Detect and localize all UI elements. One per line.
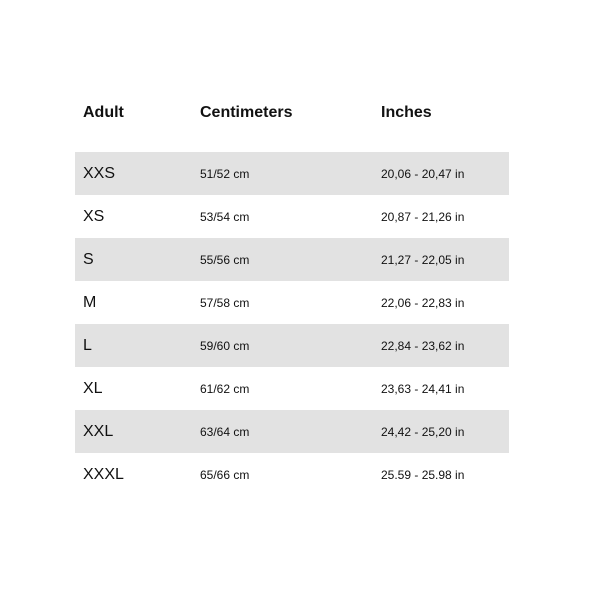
inches-value: 25.59 - 25.98 in (381, 467, 465, 482)
size-label: XS (83, 207, 105, 225)
cm-value: 55/56 cm (200, 252, 250, 267)
size-chart-table (75, 95, 509, 496)
cm-value: 63/64 cm (200, 424, 250, 439)
cm-value: 65/66 cm (200, 467, 250, 482)
size-label: L (83, 336, 92, 354)
cm-value: 61/62 cm (200, 381, 250, 396)
cm-value: 51/52 cm (200, 166, 250, 181)
size-label: M (83, 293, 97, 311)
inches-value: 20,06 - 20,47 in (381, 166, 465, 181)
header-cell-size (75, 104, 200, 122)
inches-value: 23,63 - 24,41 in (381, 381, 465, 396)
inches-value: 24,42 - 25,20 in (381, 424, 465, 439)
size-label: S (83, 250, 94, 268)
header-adult: Adult (83, 104, 124, 121)
table-row (75, 367, 509, 410)
cm-value: 53/54 cm (200, 209, 250, 224)
table-row (75, 324, 509, 367)
table-row (75, 410, 509, 453)
table-body (75, 152, 509, 496)
size-label: XXXL (83, 465, 124, 483)
inches-value: 21,27 - 22,05 in (381, 252, 465, 267)
table-row (75, 281, 509, 324)
table-header (75, 95, 509, 131)
inches-value: 22,84 - 23,62 in (381, 338, 465, 353)
inches-value: 22,06 - 22,83 in (381, 295, 465, 310)
cm-value: 57/58 cm (200, 295, 250, 310)
table-row (75, 152, 509, 195)
inches-value: 20,87 - 21,26 in (381, 209, 465, 224)
table-row (75, 238, 509, 281)
cm-value: 59/60 cm (200, 338, 250, 353)
size-label: XXL (83, 422, 114, 440)
header-centimeters: Centimeters (200, 104, 293, 121)
header-inches: Inches (381, 104, 432, 121)
table-row (75, 453, 509, 496)
header-cell-cm (200, 104, 381, 122)
header-cell-inches (381, 104, 509, 122)
size-label: XL (83, 379, 103, 397)
table-row (75, 195, 509, 238)
size-label: XXS (83, 164, 116, 182)
